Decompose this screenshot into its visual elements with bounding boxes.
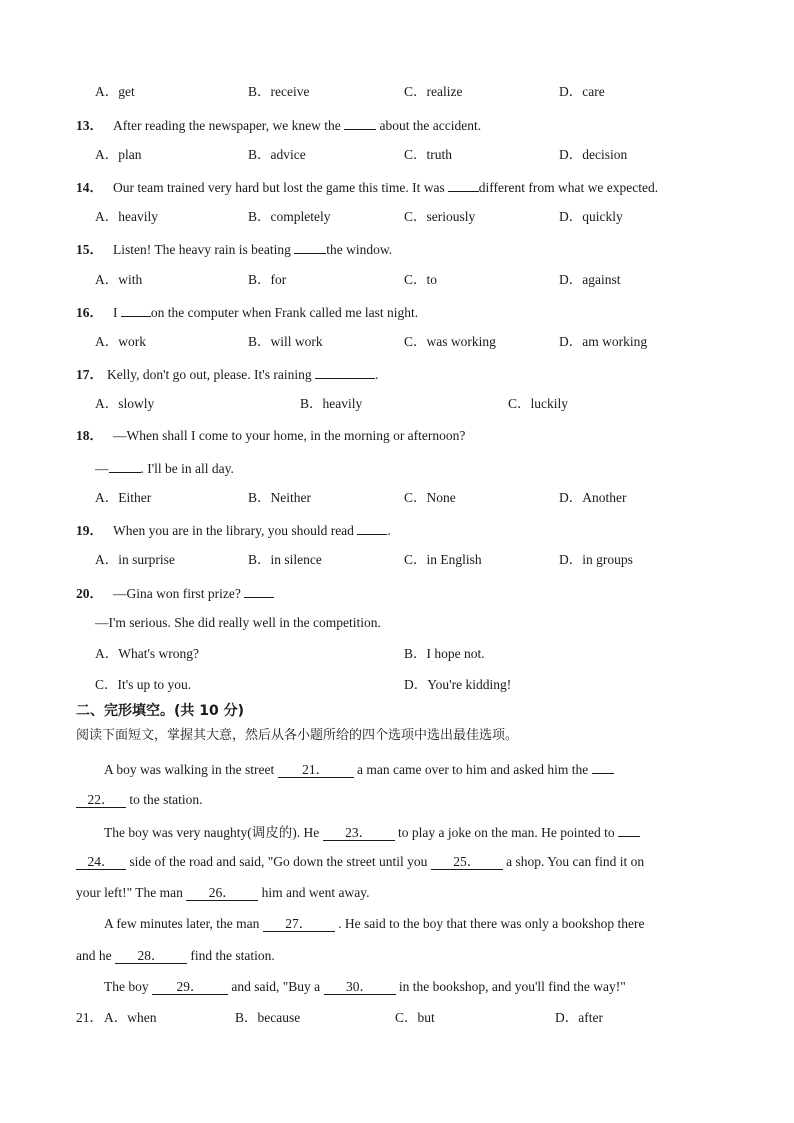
option-a: A．slowly <box>95 396 155 411</box>
option-a: A．heavily <box>95 209 158 224</box>
numbered-blank: 29． <box>152 979 228 995</box>
option-d: D．against <box>559 272 621 287</box>
question-number: 21． <box>76 1010 103 1025</box>
option-c: C．to <box>404 272 438 287</box>
answer-blank <box>315 364 375 379</box>
passage-line <box>104 759 614 779</box>
option-c: C．None <box>404 490 456 505</box>
numbered-blank: 28． <box>115 948 187 964</box>
option-b: B．Neither <box>248 490 311 505</box>
option-d: D．quickly <box>559 209 623 224</box>
passage-text: him and went away. <box>261 885 370 900</box>
passage-text: The boy <box>104 979 149 994</box>
option-b: B．for <box>248 272 287 287</box>
question-number: 20． <box>76 586 103 601</box>
passage-text: The boy was very naughty(调皮的). He <box>104 825 320 840</box>
stem-text: Kelly, don't go out, please. It's raining <box>107 367 312 382</box>
question-number: 15． <box>76 242 103 257</box>
passage-line <box>76 884 369 902</box>
numbered-blank: 25． <box>431 854 503 870</box>
numbered-blank: 22． <box>76 792 126 808</box>
numbered-blank-lead <box>592 759 614 774</box>
option-c: C．was working <box>404 334 496 349</box>
stem-text: the window. <box>326 242 393 257</box>
question-number: 13． <box>76 118 103 133</box>
option-c: C．It's up to you. <box>95 677 192 692</box>
passage-text: in the bookshop, and you'll find the way!" <box>398 979 626 994</box>
dash: — <box>95 461 109 476</box>
question-15-stem <box>76 239 392 259</box>
passage-text: your left!" The man <box>76 885 183 900</box>
numbered-blank: 21． <box>278 762 354 778</box>
passage-text: a shop. You can find it on <box>506 854 645 869</box>
option-c: C．but <box>395 1010 435 1025</box>
section-2-instruction: 阅读下面短文，掌握其大意，然后从各小题所给的四个选项中选出最佳选项。 <box>76 728 519 743</box>
option-d: D．after <box>555 1010 603 1025</box>
numbered-blank: 24． <box>76 854 126 870</box>
numbered-blank: 26． <box>186 885 258 901</box>
question-18-stem <box>76 427 465 445</box>
answer-blank <box>357 520 387 535</box>
question-number: 17． <box>76 367 103 382</box>
option-c: C．luckily <box>508 396 568 411</box>
option-b: B．heavily <box>300 396 363 411</box>
passage-text: A few minutes later, the man <box>104 916 260 931</box>
question-number: 14． <box>76 180 103 195</box>
stem-text: . <box>387 523 391 538</box>
option-b: B．completely <box>248 209 331 224</box>
option-a: A．Either <box>95 490 152 505</box>
option-a: A．with <box>95 272 143 287</box>
question-20-reply: —I'm serious. She did really well in the competition. <box>95 615 381 630</box>
option-d: D．care <box>559 84 605 99</box>
option-b: B．advice <box>248 147 306 162</box>
option-c: C．in English <box>404 552 482 567</box>
answer-blank <box>121 302 151 317</box>
numbered-blank-lead <box>618 822 640 837</box>
option-a: A．when <box>104 1010 157 1025</box>
option-d: D．am working <box>559 334 648 349</box>
passage-text: and he <box>76 948 112 963</box>
passage-line <box>104 978 626 996</box>
stem-text: When you are in the library, you should read <box>113 523 354 538</box>
passage-text: a man came over to him and asked him the <box>356 762 589 777</box>
stem-text: . I'll be in all day. <box>140 461 234 476</box>
passage-line <box>104 915 644 933</box>
option-d: D．in groups <box>559 552 633 567</box>
stem-text: Our team trained very hard but lost the game this time. It was <box>113 180 445 195</box>
numbered-blank: 23． <box>323 825 395 841</box>
stem-text: After reading the newspaper, we knew the <box>113 118 341 133</box>
passage-text: A boy was walking in the street <box>104 762 275 777</box>
passage-text: to play a joke on the man. He pointed to <box>397 825 615 840</box>
passage-text: find the station. <box>190 948 275 963</box>
answer-blank <box>448 177 479 192</box>
question-18-reply <box>95 458 234 478</box>
stem-text: Listen! The heavy rain is beating <box>113 242 291 257</box>
question-number: 19． <box>76 523 103 538</box>
stem-text: about the accident. <box>379 118 482 133</box>
option-a: A．get <box>95 84 135 99</box>
answer-blank <box>109 458 141 473</box>
option-c: C．truth <box>404 147 453 162</box>
question-20-stem <box>76 583 274 603</box>
option-b: B．will work <box>248 334 323 349</box>
numbered-blank: 27． <box>263 916 335 932</box>
question-16-stem <box>76 302 418 322</box>
question-number: 18． <box>76 428 103 443</box>
option-b: B．because <box>235 1010 301 1025</box>
stem-text: —When shall I come to your home, in the morning or afternoon? <box>113 428 466 443</box>
question-number: 16． <box>76 305 103 320</box>
numbered-blank: 30． <box>324 979 396 995</box>
stem-text: . <box>374 367 379 382</box>
option-c: C．realize <box>404 84 463 99</box>
passage-text: . He said to the boy that there was only a bookshop there <box>338 916 645 931</box>
stem-text: on the computer when Frank called me last night. <box>150 305 419 320</box>
option-b: B．I hope not. <box>404 646 485 661</box>
passage-line <box>76 853 644 871</box>
passage-line <box>104 822 640 842</box>
question-14-stem <box>76 177 658 197</box>
option-b: B．in silence <box>248 552 322 567</box>
passage-text: and said, "Buy a <box>231 979 321 994</box>
passage-text: side of the road and said, "Go down the street until you <box>129 854 428 869</box>
option-a: A．What's wrong? <box>95 646 200 661</box>
answer-blank <box>344 115 376 130</box>
question-13-stem <box>76 115 481 135</box>
stem-text: —Gina won first prize? <box>113 586 241 601</box>
option-d: D．You're kidding! <box>404 677 512 692</box>
passage-line <box>76 947 275 965</box>
question-17-stem <box>76 364 378 384</box>
answer-blank <box>294 239 326 254</box>
option-d: D．Another <box>559 490 627 505</box>
section-2-title: 二、完形填空。(共 10 分) <box>76 703 245 719</box>
option-a: A．plan <box>95 147 142 162</box>
question-19-stem <box>76 520 391 540</box>
option-c: C．seriously <box>404 209 476 224</box>
option-d: D．decision <box>559 147 628 162</box>
passage-text: to the station. <box>129 792 203 807</box>
stem-text: I <box>113 305 118 320</box>
passage-line <box>76 791 203 809</box>
option-a: A．in surprise <box>95 552 175 567</box>
option-b: B．receive <box>248 84 310 99</box>
option-a: A．work <box>95 334 146 349</box>
answer-blank <box>244 583 274 598</box>
stem-text: different from what we expected. <box>478 180 659 195</box>
